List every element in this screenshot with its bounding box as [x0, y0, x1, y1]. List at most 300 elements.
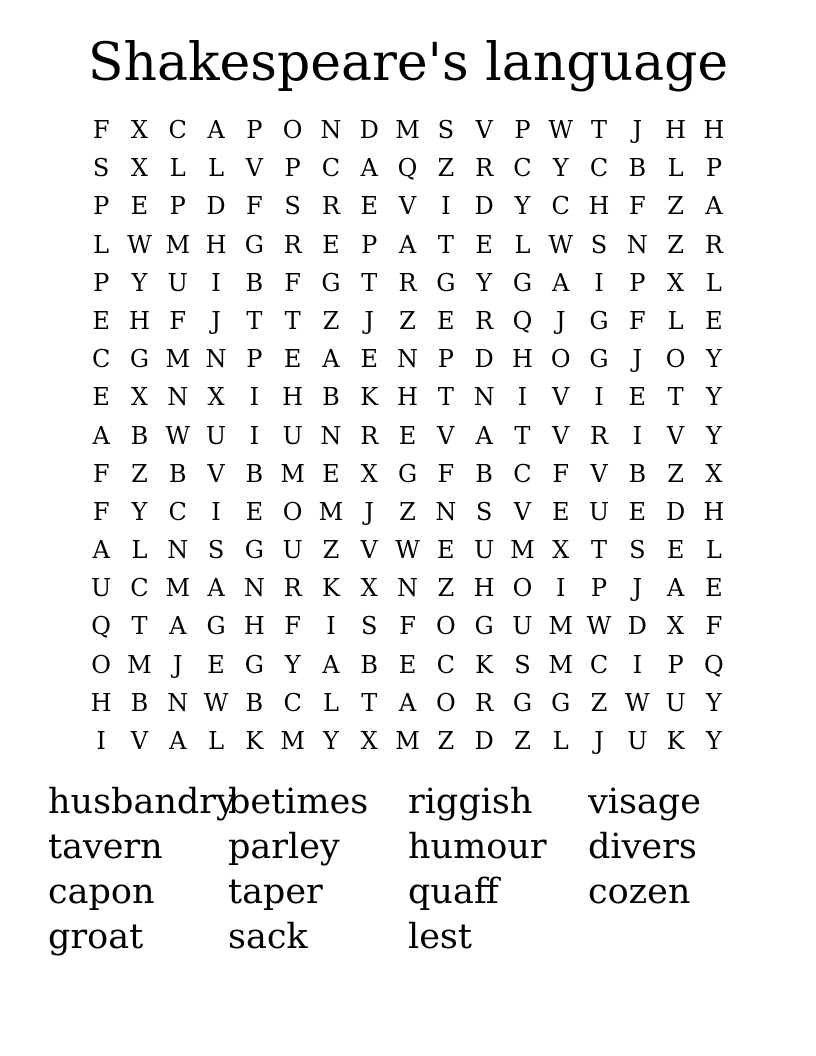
word-list-item: groat: [48, 917, 144, 957]
grid-letter[interactable]: J: [594, 727, 604, 755]
grid-letter[interactable]: Z: [322, 306, 340, 335]
grid-letter[interactable]: B: [245, 688, 264, 717]
grid-letter[interactable]: Y: [705, 421, 722, 450]
grid-letter[interactable]: E: [628, 383, 647, 412]
grid-letter[interactable]: X: [360, 727, 378, 755]
grid-letter[interactable]: T: [514, 421, 531, 450]
grid-letter[interactable]: F: [437, 459, 455, 488]
grid-letter[interactable]: S: [361, 612, 378, 641]
grid-letter[interactable]: Z: [590, 688, 608, 717]
grid-letter[interactable]: B: [322, 383, 340, 412]
grid-letter[interactable]: F: [628, 306, 646, 335]
grid-letter[interactable]: M: [165, 345, 191, 374]
grid-letter[interactable]: B: [245, 459, 264, 488]
grid-letter[interactable]: N: [167, 383, 189, 412]
grid-letter[interactable]: T: [437, 230, 454, 259]
grid-letter[interactable]: A: [322, 650, 340, 679]
grid-letter[interactable]: B: [245, 268, 264, 297]
grid-letter[interactable]: J: [632, 345, 643, 374]
grid-letter[interactable]: E: [130, 192, 149, 221]
grid-letter[interactable]: K: [475, 650, 494, 679]
grid-letter[interactable]: N: [626, 230, 648, 259]
grid-letter[interactable]: G: [436, 268, 456, 297]
grid-letter[interactable]: A: [169, 727, 187, 755]
grid-letter[interactable]: R: [283, 230, 302, 259]
grid-letter[interactable]: T: [361, 268, 378, 297]
grid-letter[interactable]: I: [594, 383, 604, 412]
grid-letter[interactable]: F: [552, 459, 570, 488]
grid-letter[interactable]: R: [283, 574, 302, 603]
grid-letter[interactable]: V: [130, 727, 149, 755]
grid-letter[interactable]: Z: [437, 727, 455, 755]
grid-letter[interactable]: V: [552, 421, 570, 450]
grid-letter[interactable]: G: [589, 345, 609, 374]
grid-letter[interactable]: Y: [323, 727, 339, 755]
grid-letter[interactable]: A: [552, 268, 570, 297]
grid-letter[interactable]: C: [589, 154, 609, 183]
grid-letter[interactable]: M: [280, 727, 305, 755]
grid-letter[interactable]: N: [320, 421, 342, 450]
grid-letter[interactable]: O: [512, 574, 533, 603]
grid-letter[interactable]: E: [322, 459, 340, 488]
grid-letter[interactable]: S: [92, 154, 110, 183]
grid-letter[interactable]: C: [551, 192, 570, 221]
grid-letter[interactable]: Y: [705, 727, 722, 755]
grid-letter[interactable]: Y: [705, 383, 722, 412]
grid-letter[interactable]: V: [207, 459, 225, 488]
grid-letter[interactable]: F: [92, 116, 110, 144]
grid-letter[interactable]: M: [318, 497, 344, 526]
grid-letter[interactable]: Y: [705, 345, 722, 374]
grid-letter[interactable]: A: [92, 536, 110, 565]
grid-letter[interactable]: A: [207, 574, 225, 603]
grid-letter[interactable]: H: [703, 497, 725, 526]
grid-letter[interactable]: E: [705, 306, 723, 335]
grid-letter[interactable]: J: [555, 306, 566, 335]
grid-letter[interactable]: V: [552, 383, 570, 412]
grid-letter[interactable]: F: [284, 612, 301, 641]
grid-letter[interactable]: P: [93, 268, 110, 297]
grid-letter[interactable]: A: [666, 574, 685, 603]
grid-letter[interactable]: S: [284, 192, 301, 221]
grid-letter[interactable]: B: [360, 650, 379, 679]
grid-row: [82, 111, 733, 149]
grid-letter[interactable]: L: [131, 536, 148, 565]
grid-letter[interactable]: M: [127, 650, 152, 679]
grid-letter[interactable]: C: [91, 345, 111, 374]
grid-letter[interactable]: M: [165, 230, 191, 259]
grid-letter[interactable]: P: [705, 154, 722, 183]
grid-letter[interactable]: S: [514, 650, 531, 679]
grid-letter[interactable]: E: [245, 497, 264, 526]
grid-letter[interactable]: F: [246, 192, 263, 221]
grid-letter[interactable]: B: [168, 459, 187, 488]
grid-letter[interactable]: P: [590, 574, 608, 603]
grid-letter[interactable]: X: [552, 536, 570, 565]
grid-letter[interactable]: Q: [397, 154, 418, 183]
grid-letter[interactable]: H: [703, 116, 725, 144]
grid-letter[interactable]: E: [475, 230, 493, 259]
grid-letter[interactable]: Q: [91, 612, 111, 641]
grid-letter[interactable]: A: [475, 421, 493, 450]
grid-letter[interactable]: P: [246, 116, 263, 144]
grid-letter[interactable]: I: [211, 497, 221, 526]
grid-row: [82, 684, 733, 722]
grid-letter[interactable]: X: [360, 574, 378, 603]
grid-letter[interactable]: T: [437, 383, 454, 412]
grid-letter[interactable]: H: [282, 383, 304, 412]
grid-letter[interactable]: G: [129, 345, 150, 374]
grid-letter[interactable]: U: [167, 268, 188, 297]
grid-letter[interactable]: C: [436, 650, 455, 679]
grid-row: [82, 493, 733, 531]
grid-letter[interactable]: H: [128, 306, 150, 335]
grid-letter[interactable]: P: [361, 230, 378, 259]
grid-letter[interactable]: Y: [552, 154, 569, 183]
grid-letter[interactable]: U: [91, 574, 112, 603]
grid-letter[interactable]: V: [398, 192, 417, 221]
grid-letter[interactable]: B: [130, 421, 149, 450]
grid-letter[interactable]: F: [92, 497, 110, 526]
grid-letter[interactable]: I: [96, 727, 106, 755]
grid-letter[interactable]: P: [514, 116, 531, 144]
grid-letter[interactable]: D: [474, 345, 494, 374]
grid-letter[interactable]: T: [284, 306, 301, 335]
word-list-item: parley: [228, 827, 340, 867]
grid-letter[interactable]: W: [395, 536, 420, 565]
grid-letter[interactable]: M: [395, 727, 420, 755]
grid-letter[interactable]: T: [591, 116, 608, 144]
grid-letter[interactable]: L: [514, 230, 531, 259]
grid-letter[interactable]: O: [282, 497, 303, 526]
grid-letter[interactable]: S: [207, 536, 225, 565]
grid-letter[interactable]: R: [475, 688, 494, 717]
grid-letter[interactable]: P: [667, 650, 684, 679]
grid-letter[interactable]: C: [168, 497, 187, 526]
grid-letter[interactable]: L: [208, 727, 224, 755]
grid-letter[interactable]: H: [588, 192, 610, 221]
grid-letter[interactable]: V: [513, 497, 532, 526]
grid-letter[interactable]: J: [632, 574, 643, 603]
grid-letter[interactable]: K: [666, 727, 685, 755]
grid-letter[interactable]: U: [282, 536, 303, 565]
grid-letter[interactable]: R: [475, 154, 494, 183]
grid-letter[interactable]: F: [705, 612, 723, 641]
grid-letter[interactable]: N: [473, 383, 495, 412]
grid-letter[interactable]: J: [364, 497, 375, 526]
grid-letter[interactable]: I: [517, 383, 528, 412]
grid-letter[interactable]: N: [167, 688, 189, 717]
grid-letter[interactable]: W: [586, 612, 612, 641]
grid-letter[interactable]: E: [360, 345, 378, 374]
grid-letter[interactable]: I: [326, 612, 336, 641]
grid-letter[interactable]: W: [548, 230, 574, 259]
grid-letter[interactable]: T: [131, 612, 148, 641]
grid-letter[interactable]: O: [282, 116, 303, 144]
grid-letter[interactable]: M: [510, 536, 535, 565]
grid-letter[interactable]: U: [205, 421, 227, 450]
grid-letter[interactable]: P: [437, 345, 454, 374]
grid-letter[interactable]: A: [169, 612, 187, 641]
grid-letter[interactable]: O: [435, 688, 456, 717]
grid-letter[interactable]: U: [512, 612, 533, 641]
grid-letter[interactable]: O: [665, 345, 686, 374]
grid-letter[interactable]: L: [667, 306, 684, 335]
grid-letter[interactable]: R: [360, 421, 379, 450]
grid-letter[interactable]: L: [667, 154, 684, 183]
grid-letter[interactable]: H: [205, 230, 227, 259]
grid-letter[interactable]: L: [322, 688, 339, 717]
grid-letter[interactable]: Y: [705, 688, 722, 717]
grid-letter[interactable]: U: [474, 536, 495, 565]
grid-letter[interactable]: H: [665, 116, 687, 144]
grid-letter[interactable]: E: [705, 574, 723, 603]
grid-letter[interactable]: I: [632, 650, 643, 679]
grid-letter[interactable]: W: [165, 421, 191, 450]
grid-letter[interactable]: Y: [131, 497, 148, 526]
grid-letter[interactable]: V: [437, 421, 455, 450]
grid-letter[interactable]: W: [624, 688, 650, 717]
grid-row: [82, 531, 733, 569]
grid-letter[interactable]: L: [208, 154, 224, 183]
grid-letter[interactable]: B: [130, 688, 149, 717]
grid-letter[interactable]: W: [127, 230, 152, 259]
grid-letter[interactable]: P: [169, 192, 186, 221]
grid-letter[interactable]: H: [90, 688, 112, 717]
grid-letter[interactable]: D: [665, 497, 686, 526]
grid-letter[interactable]: L: [93, 230, 110, 259]
grid-letter[interactable]: D: [206, 192, 226, 221]
grid-letter[interactable]: S: [590, 230, 608, 259]
grid-letter[interactable]: Z: [437, 574, 455, 603]
grid-letter[interactable]: I: [441, 192, 451, 221]
grid-letter[interactable]: A: [207, 116, 225, 144]
grid-letter[interactable]: G: [551, 688, 571, 717]
grid-letter[interactable]: D: [474, 192, 494, 221]
grid-letter[interactable]: X: [130, 154, 148, 183]
grid-letter[interactable]: C: [283, 688, 302, 717]
grid-letter[interactable]: H: [473, 574, 495, 603]
grid-letter[interactable]: M: [548, 650, 573, 679]
grid-letter[interactable]: O: [550, 345, 571, 374]
grid-letter[interactable]: U: [282, 421, 303, 450]
grid-letter[interactable]: H: [511, 345, 533, 374]
grid-letter[interactable]: L: [169, 154, 186, 183]
grid-letter[interactable]: L: [705, 268, 722, 297]
grid-letter[interactable]: W: [203, 688, 229, 717]
grid-letter[interactable]: X: [130, 116, 148, 144]
grid-letter[interactable]: G: [397, 459, 418, 488]
grid-letter[interactable]: Z: [399, 306, 416, 335]
grid-letter[interactable]: P: [93, 192, 110, 221]
grid-letter[interactable]: L: [705, 536, 722, 565]
grid-letter[interactable]: G: [244, 650, 264, 679]
grid-letter[interactable]: J: [632, 116, 643, 144]
grid-letter[interactable]: N: [205, 345, 227, 374]
grid-letter[interactable]: Z: [131, 459, 148, 488]
grid-letter[interactable]: I: [249, 421, 260, 450]
grid-letter[interactable]: E: [207, 650, 225, 679]
grid-letter[interactable]: V: [245, 154, 263, 183]
grid-letter[interactable]: F: [628, 192, 646, 221]
grid-letter[interactable]: I: [594, 268, 604, 297]
grid-letter[interactable]: C: [513, 459, 532, 488]
grid-letter[interactable]: Y: [284, 650, 301, 679]
grid-letter[interactable]: Z: [514, 727, 531, 755]
grid-letter[interactable]: J: [172, 650, 183, 679]
grid-letter[interactable]: C: [513, 154, 532, 183]
grid-letter[interactable]: X: [705, 459, 723, 488]
grid-letter[interactable]: F: [92, 459, 110, 488]
grid-letter[interactable]: R: [704, 230, 723, 259]
grid-letter[interactable]: S: [437, 116, 455, 144]
grid-letter[interactable]: N: [435, 497, 457, 526]
grid-letter[interactable]: G: [512, 268, 532, 297]
grid-letter[interactable]: C: [321, 154, 341, 183]
grid-letter[interactable]: E: [283, 345, 302, 374]
grid-letter[interactable]: E: [437, 306, 455, 335]
grid-letter[interactable]: N: [397, 574, 419, 603]
grid-letter[interactable]: G: [321, 268, 341, 297]
grid-letter[interactable]: R: [475, 306, 494, 335]
grid-letter[interactable]: X: [667, 612, 685, 641]
grid-letter[interactable]: I: [249, 383, 260, 412]
grid-letter[interactable]: R: [321, 192, 340, 221]
grid-letter[interactable]: B: [628, 154, 647, 183]
grid-letter[interactable]: Q: [512, 306, 533, 335]
grid-letter[interactable]: E: [360, 192, 378, 221]
grid-letter[interactable]: M: [548, 612, 573, 641]
grid-letter[interactable]: G: [244, 230, 264, 259]
grid-letter[interactable]: K: [321, 574, 340, 603]
grid-letter[interactable]: A: [360, 154, 378, 183]
grid-letter[interactable]: P: [284, 154, 301, 183]
grid-letter[interactable]: G: [206, 612, 226, 641]
grid-letter[interactable]: K: [245, 727, 264, 755]
grid-letter[interactable]: I: [632, 421, 643, 450]
grid-letter[interactable]: T: [667, 383, 684, 412]
grid-letter[interactable]: A: [705, 192, 723, 221]
grid-letter[interactable]: G: [589, 306, 609, 335]
grid-letter[interactable]: C: [130, 574, 149, 603]
grid-letter[interactable]: E: [628, 497, 647, 526]
grid-letter[interactable]: C: [589, 650, 609, 679]
grid-letter[interactable]: T: [591, 536, 608, 565]
word-list-item: humour: [408, 827, 547, 867]
grid-letter[interactable]: X: [207, 383, 225, 412]
grid-letter[interactable]: U: [665, 688, 686, 717]
grid-letter[interactable]: G: [474, 612, 494, 641]
grid-letter[interactable]: E: [92, 306, 110, 335]
grid-letter[interactable]: V: [666, 421, 685, 450]
grid-letter[interactable]: X: [360, 459, 378, 488]
grid-letter[interactable]: M: [280, 459, 305, 488]
grid-letter[interactable]: R: [589, 421, 609, 450]
grid-letter[interactable]: G: [244, 536, 264, 565]
grid-letter[interactable]: Z: [667, 192, 684, 221]
grid-letter[interactable]: A: [322, 345, 340, 374]
grid-letter[interactable]: N: [397, 345, 419, 374]
grid-letter[interactable]: D: [627, 612, 647, 641]
grid-letter[interactable]: I: [555, 574, 566, 603]
grid-row: [82, 149, 733, 187]
grid-letter[interactable]: A: [398, 688, 417, 717]
grid-letter[interactable]: N: [243, 574, 265, 603]
grid-letter[interactable]: H: [243, 612, 265, 641]
grid-letter[interactable]: X: [667, 268, 685, 297]
grid-letter[interactable]: S: [475, 497, 493, 526]
grid-letter[interactable]: Z: [667, 459, 684, 488]
grid-letter[interactable]: Z: [322, 536, 340, 565]
grid-letter[interactable]: U: [588, 497, 610, 526]
grid-letter[interactable]: Z: [437, 154, 455, 183]
grid-letter[interactable]: B: [475, 459, 493, 488]
grid-letter[interactable]: N: [167, 536, 189, 565]
grid-letter[interactable]: K: [360, 383, 379, 412]
grid-letter[interactable]: E: [398, 421, 417, 450]
grid-letter[interactable]: A: [398, 230, 417, 259]
grid-letter[interactable]: R: [398, 268, 417, 297]
grid-letter[interactable]: E: [666, 536, 685, 565]
grid-letter[interactable]: V: [360, 536, 378, 565]
grid-row: [82, 607, 733, 645]
grid-letter[interactable]: J: [211, 306, 221, 335]
grid-letter[interactable]: T: [361, 688, 378, 717]
grid-letter[interactable]: F: [284, 268, 301, 297]
grid-letter[interactable]: O: [91, 650, 111, 679]
grid-letter[interactable]: P: [246, 345, 263, 374]
word-list-item: husbandry: [48, 782, 236, 822]
grid-letter[interactable]: X: [130, 383, 148, 412]
grid-letter[interactable]: P: [629, 268, 646, 297]
grid-letter[interactable]: Y: [476, 268, 493, 297]
grid-letter[interactable]: F: [399, 612, 416, 641]
grid-letter[interactable]: H: [397, 383, 418, 412]
grid-letter[interactable]: O: [435, 612, 456, 641]
grid-letter[interactable]: D: [359, 116, 379, 144]
grid-letter[interactable]: Y: [131, 268, 148, 297]
grid-letter[interactable]: J: [364, 306, 375, 335]
grid-letter[interactable]: E: [398, 650, 417, 679]
grid-letter[interactable]: E: [322, 230, 340, 259]
grid-letter[interactable]: T: [246, 306, 263, 335]
grid-letter[interactable]: S: [629, 536, 646, 565]
grid-letter[interactable]: E: [92, 383, 110, 412]
grid-letter[interactable]: B: [628, 459, 647, 488]
grid-letter[interactable]: L: [552, 727, 569, 755]
grid-letter[interactable]: V: [590, 459, 608, 488]
grid-letter[interactable]: M: [165, 574, 191, 603]
grid-letter[interactable]: W: [548, 116, 574, 144]
grid-letter[interactable]: Q: [704, 650, 724, 679]
grid-letter[interactable]: A: [92, 421, 110, 450]
word-list-item: quaff: [408, 872, 499, 912]
grid-letter[interactable]: D: [474, 727, 494, 755]
grid-letter[interactable]: M: [395, 116, 420, 144]
grid-letter[interactable]: E: [437, 536, 455, 565]
grid-letter[interactable]: N: [320, 116, 342, 144]
grid-letter[interactable]: C: [168, 116, 187, 144]
grid-letter[interactable]: Y: [514, 192, 531, 221]
grid-letter[interactable]: E: [551, 497, 570, 526]
grid-letter[interactable]: Z: [667, 230, 684, 259]
grid-letter[interactable]: Z: [399, 497, 416, 526]
grid-letter[interactable]: I: [211, 268, 221, 297]
grid-letter[interactable]: U: [627, 727, 648, 755]
grid-letter[interactable]: G: [512, 688, 532, 717]
grid-letter[interactable]: V: [475, 116, 493, 144]
grid-letter[interactable]: F: [169, 306, 187, 335]
